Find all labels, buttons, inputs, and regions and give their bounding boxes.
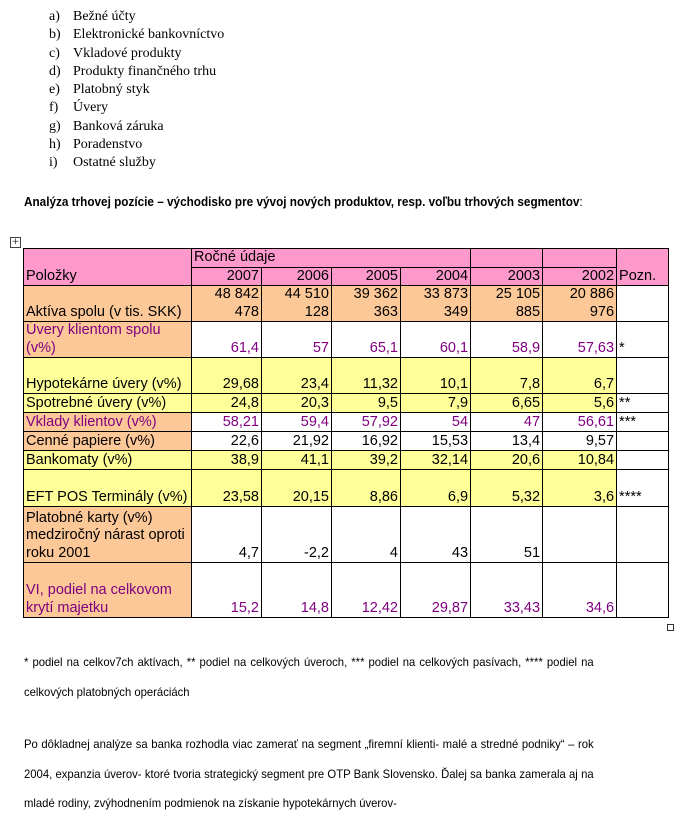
row-label: Platobné karty (v%) medziročný nárast oproti roku 2001: [24, 507, 192, 563]
table-cell: 15,2: [192, 563, 262, 618]
table-cell: 4: [332, 507, 401, 563]
table-cell: 38,9: [192, 451, 262, 470]
table-cell: 22,6: [192, 432, 262, 451]
table-move-handle-icon[interactable]: +: [11, 237, 20, 247]
table-cell: 58,21: [192, 413, 262, 432]
note-cell: **: [617, 394, 669, 413]
table-cell: 20,6: [471, 451, 543, 470]
note-cell: ***: [617, 413, 669, 432]
table-row: [24, 358, 669, 394]
year-header: 2007: [192, 267, 262, 286]
table-cell: 44 510 128: [262, 286, 332, 322]
table-cell: 29,87: [401, 563, 471, 618]
table-cell: 3,6: [543, 470, 617, 507]
list-item: g) Banková záruka: [49, 118, 164, 134]
table-cell: -2,2: [262, 507, 332, 563]
table-cell: 23,4: [262, 358, 332, 394]
table-resize-handle[interactable]: [667, 624, 674, 631]
table-cell: 58,9: [471, 322, 543, 358]
table-cell: 43: [401, 507, 471, 563]
table-cell: 61,4: [192, 322, 262, 358]
list-item: a) Bežné účty: [49, 9, 136, 24]
row-label: Cenné papiere (v%): [24, 432, 192, 451]
list-item: c) Vkladové produkty: [49, 45, 182, 61]
list-item: i) Ostatné služby: [49, 155, 156, 171]
footnote: * podiel na celkov7ch aktívach, ** podiel na celkových úveroch, *** podiel na celkových pasívach, **** podiel na celkových platobných operáciách: [24, 655, 594, 699]
table-cell: 48 842 478: [192, 286, 262, 322]
table-row: [24, 563, 669, 618]
table-cell: 13,4: [471, 432, 543, 451]
table-cell: 5,6: [543, 394, 617, 413]
table-row: [24, 413, 669, 432]
table-cell: 24,8: [192, 394, 262, 413]
note-cell: [617, 563, 669, 618]
annual-data-header: Ročné údaje: [192, 249, 471, 268]
table-cell: 15,53: [401, 432, 471, 451]
market-position-table: [23, 248, 669, 618]
table-body: [24, 286, 669, 618]
table-cell: 47: [471, 413, 543, 432]
row-label: VI, podiel na celkovom krytí majetku: [24, 563, 192, 618]
row-label: Bankomaty (v%): [24, 451, 192, 470]
year-header: 2004: [401, 267, 471, 286]
body-paragraph: Po dôkladnej analýze sa banka rozhodla viac zamerať na segment „firemní klienti- malé a stredné podniky“ – rok 2004, expanzia úverov- ktoré tvoria strategický segment pre OTP Bank Slovensko. Ďalej sa banka zamerala aj na mladé rodiny, zvýhodnením podmienok na získanie hypotekárnych úverov-: [24, 737, 594, 810]
note-cell: [617, 451, 669, 470]
table-cell: 7,9: [401, 394, 471, 413]
table-cell: 34,6: [543, 563, 617, 618]
table-cell: 23,58: [192, 470, 262, 507]
table-cell: 11,32: [332, 358, 401, 394]
year-header: 2005: [332, 267, 401, 286]
section-heading: Analýza trhovej pozície – východisko pre vývoj nových produktov, resp. voľbu trhových segmentov:: [24, 195, 583, 209]
row-label: Aktíva spolu (v tis. SKK): [24, 286, 192, 322]
row-label: EFT POS Terminály (v%): [24, 470, 192, 507]
table-cell: 5,32: [471, 470, 543, 507]
row-label: Úvery klientom spolu (v%): [24, 322, 192, 358]
table-cell: 60,1: [401, 322, 471, 358]
items-header: Položky: [24, 249, 192, 286]
table-cell: 25 105 885: [471, 286, 543, 322]
year-header: 2002: [543, 267, 617, 286]
table-cell: 6,65: [471, 394, 543, 413]
list-item: b) Elektronické bankovníctvo: [49, 27, 225, 43]
table-cell: 7,8: [471, 358, 543, 394]
note-cell: [617, 507, 669, 563]
table-cell: 14,8: [262, 563, 332, 618]
table-cell: [543, 507, 617, 563]
list-item: e) Platobný styk: [49, 82, 150, 98]
table-row: [24, 470, 669, 507]
table-cell: 10,84: [543, 451, 617, 470]
table-cell: 8,86: [332, 470, 401, 507]
table-cell: 33,43: [471, 563, 543, 618]
table-cell: 16,92: [332, 432, 401, 451]
table-row: [24, 432, 669, 451]
table-cell: 6,9: [401, 470, 471, 507]
table-cell: 57,92: [332, 413, 401, 432]
table-row: [24, 322, 669, 358]
table-cell: 39 362 363: [332, 286, 401, 322]
table-cell: 65,1: [332, 322, 401, 358]
note-header: Pozn.: [617, 249, 669, 286]
table-cell: 9,57: [543, 432, 617, 451]
note-cell: [617, 286, 669, 322]
table-cell: 56,61: [543, 413, 617, 432]
table-row: [24, 451, 669, 470]
table-cell: 54: [401, 413, 471, 432]
note-cell: ****: [617, 470, 669, 507]
table-cell: 59,4: [262, 413, 332, 432]
table-cell: 20 886 976: [543, 286, 617, 322]
list-item: d) Produkty finančného trhu: [49, 63, 217, 79]
table-cell: 41,1: [262, 451, 332, 470]
list-item: h) Poradenstvo: [49, 137, 143, 153]
list-item: f) Úvery: [49, 100, 108, 116]
note-cell: [617, 432, 669, 451]
table-row: [24, 394, 669, 413]
table-cell: 21,92: [262, 432, 332, 451]
services-list: [49, 8, 224, 173]
table-cell: 20,15: [262, 470, 332, 507]
table-cell: 9,5: [332, 394, 401, 413]
row-label: Spotrebné úvery (v%): [24, 394, 192, 413]
header-spacer: [471, 249, 543, 268]
table-cell: 20,3: [262, 394, 332, 413]
table-row: [24, 507, 669, 563]
table-cell: 6,7: [543, 358, 617, 394]
table-cell: 4,7: [192, 507, 262, 563]
table-cell: 39,2: [332, 451, 401, 470]
row-label: Vklady klientov (v%): [24, 413, 192, 432]
table-cell: 57: [262, 322, 332, 358]
row-label: Hypotekárne úvery (v%): [24, 358, 192, 394]
note-cell: *: [617, 322, 669, 358]
table-header-row: [24, 249, 669, 268]
table-cell: 33 873 349: [401, 286, 471, 322]
year-header: 2003: [471, 267, 543, 286]
year-header: 2006: [262, 267, 332, 286]
header-spacer: [543, 249, 617, 268]
note-cell: [617, 358, 669, 394]
table-cell: 29,68: [192, 358, 262, 394]
table-row: [24, 286, 669, 322]
table-cell: 32,14: [401, 451, 471, 470]
table-cell: 10,1: [401, 358, 471, 394]
table-cell: 51: [471, 507, 543, 563]
table-cell: 12,42: [332, 563, 401, 618]
table-cell: 57,63: [543, 322, 617, 358]
